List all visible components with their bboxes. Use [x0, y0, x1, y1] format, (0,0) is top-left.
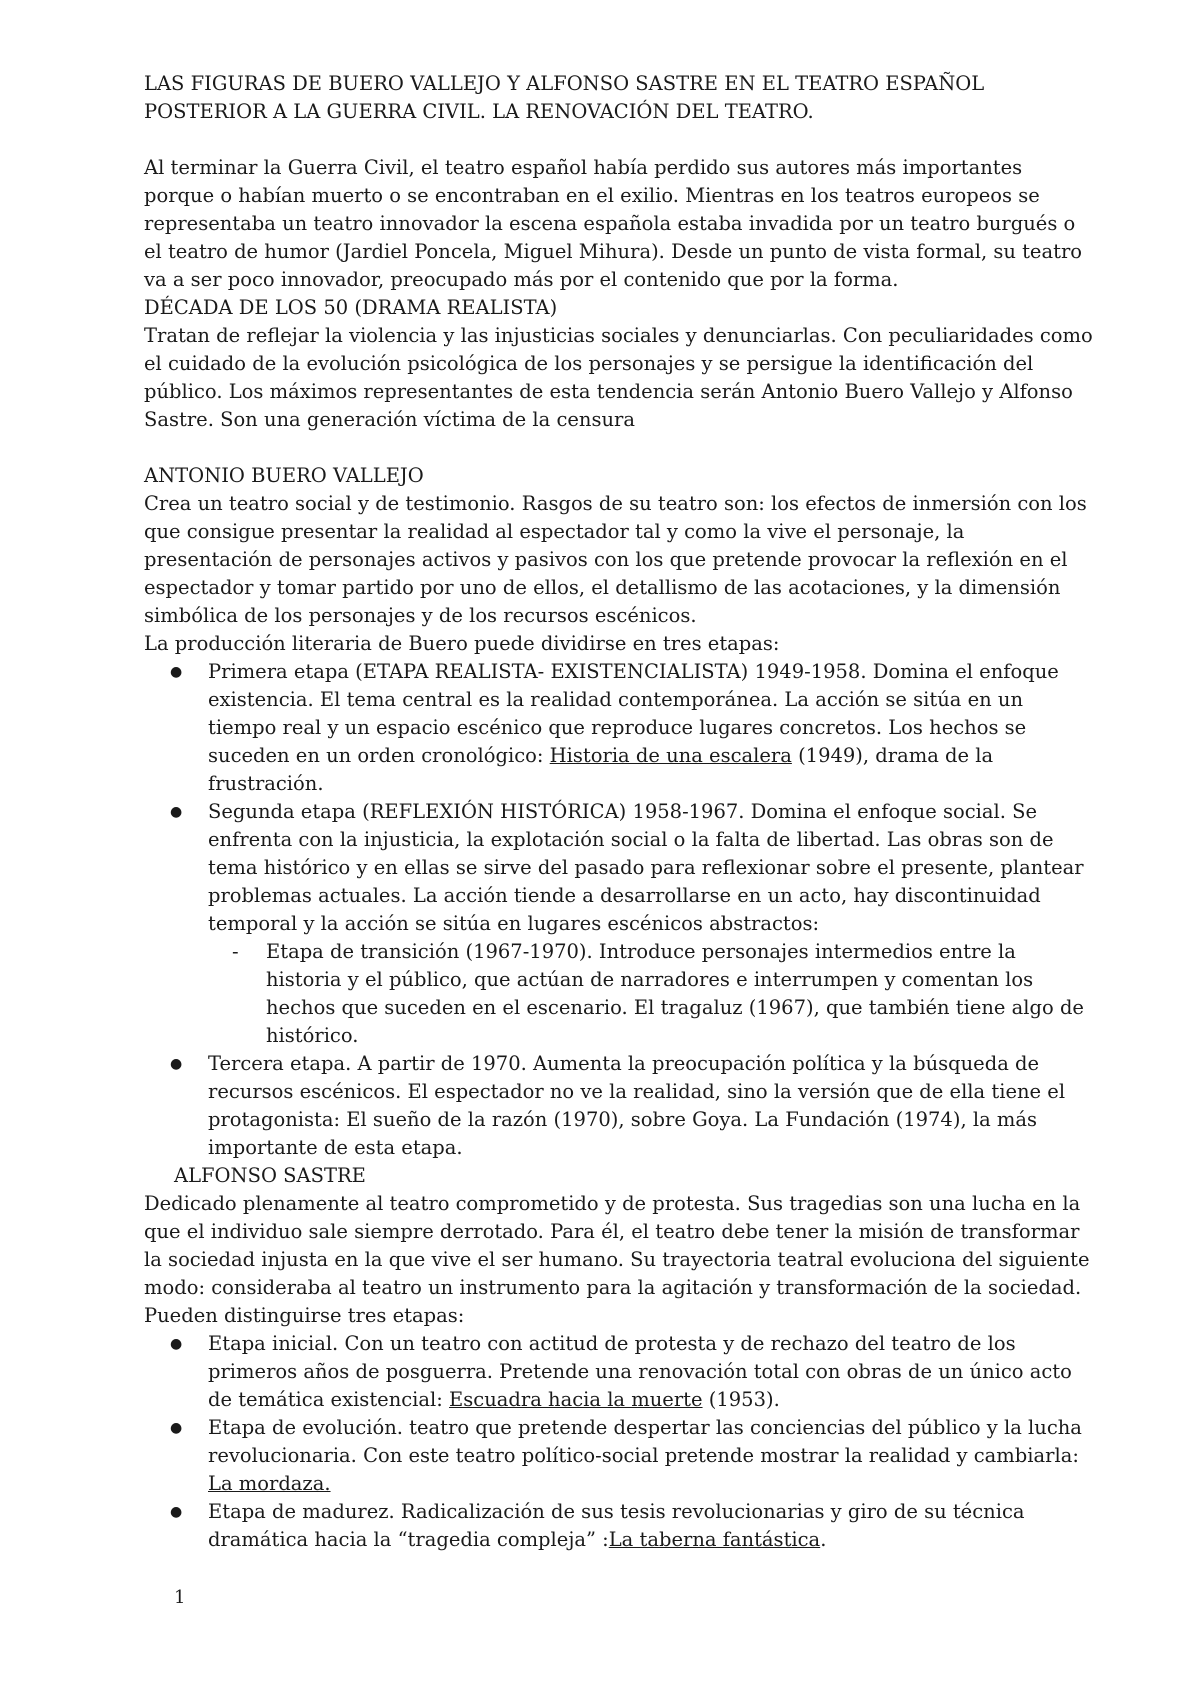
title-line-2: POSTERIOR A LA GUERRA CIVIL. LA RENOVACIÓN DEL TEATRO. — [144, 100, 814, 123]
list-item: ● Etapa de evolución. teatro que pretende despertar las conciencias del público y la lucha revolucionaria. Con este teatro político-social pretende mostrar la realidad y cambiarla: La mordaza. — [144, 1414, 1094, 1498]
intro-paragraph: Al terminar la Guerra Civil, el teatro español había perdido sus autores más importantes porque o habían muerto o se encontraban en el exilio. Mientras en los teatros europeos se representaba un teatro innovador la escena española estaba invadida por un teatro burgués o el teatro de humor (Jardiel Poncela, Miguel Mihura). Desde un punto de vista formal, su teatro va a ser poco innovador, preocupado más por el contenido que por la forma. — [144, 156, 1082, 291]
sub-list — [208, 938, 1094, 1050]
buero-heading: ANTONIO BUERO VALLEJO — [144, 464, 424, 487]
work-title: Historia de una escalera — [549, 744, 792, 767]
list-item: ● Tercera etapa. A partir de 1970. Aumenta la preocupación política y la búsqueda de recursos escénicos. El espectador no ve la realidad, sino la versión que de ella tiene el protagonista: El sueño de la razón (1970), sobre Goya. La Fundación (1974), la más importante de esta etapa. — [144, 1050, 1094, 1162]
list-item: ● Etapa de madurez. Radicalización de sus tesis revolucionarias y giro de su técnica dramática hacia la “tragedia compleja” :La taberna fantástica. — [144, 1498, 1094, 1554]
sastre-paragraph: Dedicado plenamente al teatro comprometido y de protesta. Sus tragedias son una lucha en la que el individuo sale siempre derrotado. Para él, el teatro debe tener la misión de transformar la sociedad injusta en la que vive el ser humano. Su trayectoria teatral evoluciona del siguiente modo: consideraba al teatro un instrumento para la agitación y transformación de la sociedad. Pueden distinguirse tres etapas: — [144, 1192, 1090, 1327]
work-title: Escuadra hacia la muerte — [449, 1388, 703, 1411]
document-page — [144, 70, 1094, 1554]
document-title — [144, 70, 1094, 126]
title-line-1: LAS FIGURAS DE BUERO VALLEJO Y ALFONSO SASTRE EN EL TEATRO ESPAÑOL — [144, 72, 985, 95]
decada-heading: DÉCADA DE LOS 50 (DRAMA REALISTA) — [144, 296, 558, 319]
list-item: ● Segunda etapa (REFLEXIÓN HISTÓRICA) 1958-1967. Domina el enfoque social. Se enfrenta con la injusticia, la explotación social o la falta de libertad. Las obras son de tema histórico y en ellas se sirve del pasado para reflexionar sobre el presente, plantear problemas actuales. La acción tiende a desarrollarse en un acto, hay discontinuidad temporal y la acción se sitúa en lugares escénicos abstractos: - Etapa de transición (1967-1970). Introduce personajes intermedios entre la historia y el público, que actúan de narradores e interrumpen y comentan los hechos que suceden en el escenario. El tragaluz (1967), que también tiene algo de histórico. — [144, 798, 1094, 1050]
list-item: ● Primera etapa (ETAPA REALISTA- EXISTENCIALISTA) 1949-1958. Domina el enfoque existencia. El tema central es la realidad contemporánea. La acción se sitúa en un tiempo real y un espacio escénico que reproduce lugares concretos. Los hechos se suceden en un orden cronológico: Historia de una escalera (1949), drama de la frustración. — [144, 658, 1094, 798]
buero-etapas-intro: La producción literaria de Buero puede dividirse en tres etapas: — [144, 632, 780, 655]
sastre-etapas-list — [144, 1330, 1094, 1554]
sastre-heading: ALFONSO SASTRE — [174, 1164, 366, 1187]
buero-etapas-list — [144, 658, 1094, 1162]
buero-paragraph: Crea un teatro social y de testimonio. Rasgos de su teatro son: los efectos de inmersión con los que consigue presentar la realidad al espectador tal y como la vive el personaje, la presentación de personajes activos y pasivos con los que pretende provocar la reflexión en el espectador y tomar partido por uno de ellos, el detallismo de las acotaciones, y la dimensión simbólica de los personajes y de los recursos escénicos. — [144, 492, 1087, 627]
decada-paragraph: Tratan de reflejar la violencia y las injusticias sociales y denunciarlas. Con peculiaridades como el cuidado de la evolución psicológica de los personajes y se persigue la identificación del público. Los máximos representantes de esta tendencia serán Antonio Buero Vallejo y Alfonso Sastre. Son una generación víctima de la censura — [144, 324, 1093, 431]
work-title: La taberna fantástica — [608, 1528, 821, 1551]
list-item: ● Etapa inicial. Con un teatro con actitud de protesta y de rechazo del teatro de los primeros años de posguerra. Pretende una renovación total con obras de un único acto de temática existencial: Escuadra hacia la muerte (1953). — [144, 1330, 1094, 1414]
sub-list-item: - Etapa de transición (1967-1970). Introduce personajes intermedios entre la historia y el público, que actúan de narradores e interrumpen y comentan los hechos que suceden en el escenario. El tragaluz (1967), que también tiene algo de histórico. — [144, 938, 1094, 1050]
page-number: 1 — [174, 1587, 186, 1608]
work-title: La mordaza. — [208, 1472, 331, 1495]
